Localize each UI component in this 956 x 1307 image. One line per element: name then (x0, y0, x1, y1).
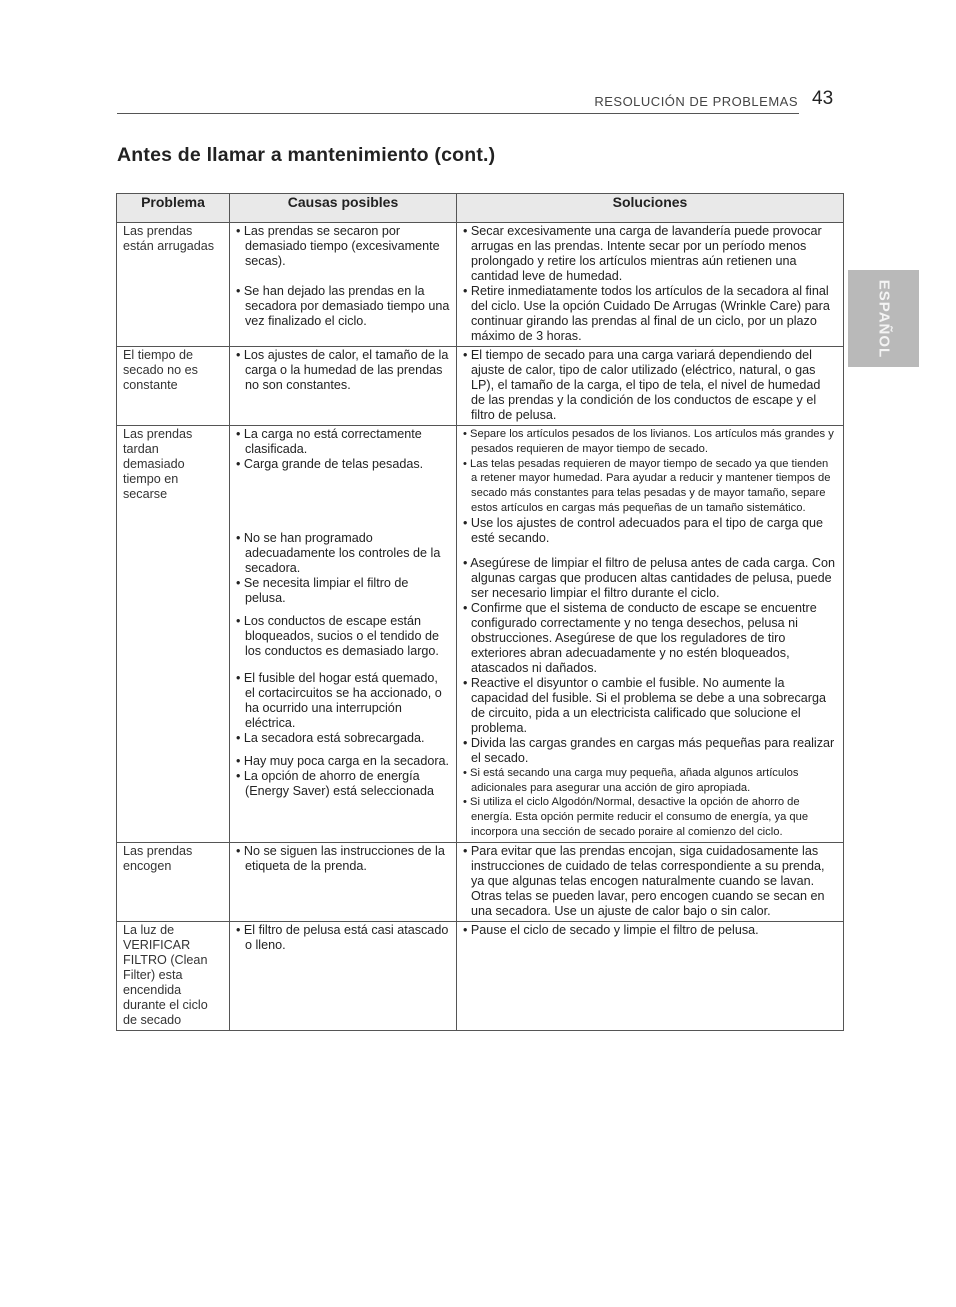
cause-item: • Se han dejado las prendas en la secadora por demasiado tiempo una vez finalizado el ciclo. (236, 284, 450, 328)
cause-item: • Las prendas se secaron por demasiado tiempo (excesivamente secas). (236, 224, 440, 268)
solutions-cell (457, 921, 844, 1030)
cause-item: • Carga grande de telas pesadas. (236, 457, 424, 471)
causes-cell (230, 347, 457, 426)
column-header-solutions: Soluciones (457, 194, 844, 223)
cause-item: • No se siguen las instrucciones de la etiqueta de la prenda. (236, 843, 445, 873)
cause-item: • El fusible del hogar está quemado, el cortacircuitos se ha accionado, o ha ocurrido una interrupción eléctrica. (236, 671, 442, 730)
causes-cell (230, 426, 457, 843)
solution-item: • Confirme que el sistema de conducto de escape se encuentre configurado correctamente y no tenga desechos, pelusa ni obstrucciones. Asegúrese de que los reguladores de tiro exteriores abran adecuadamente y no estén bloqueados, atascados ni dañados. (463, 600, 817, 675)
solution-item: • Si utiliza el ciclo Algodón/Normal, desactive la opción de ahorro de energía. Esta opción permite reducir el consumo de energía, ya que incorpora una sección de secado poraire al comienzo del ciclo. (463, 796, 809, 838)
problem-cell: La luz de VERIFICAR FILTRO (Clean Filter) esta encendida durante el ciclo de secado (117, 921, 230, 1030)
cause-item: • Se necesita limpiar el filtro de pelusa. (236, 576, 409, 605)
solution-item: • Divida las cargas grandes en cargas más pequeñas para realizar el secado. (463, 735, 835, 765)
solution-item: • Separe los artículos pesados de los livianos. Los artículos más grandes y pesados requieren de mayor tiempo de secado. (463, 428, 834, 455)
cause-item: • El filtro de pelusa está casi atascado o lleno. (236, 922, 449, 952)
cause-item: • La secadora está sobrecargada. (236, 731, 425, 745)
solutions-cell (457, 426, 844, 843)
solution-item: • Retire inmediatamente todos los artículos de la secadora al final del ciclo. Use la opción Cuidado De Arrugas (Wrinkle Care) para continuar girando las prendas al final de un ciclo, por un plazo máximo de 3 horas. (463, 284, 830, 343)
language-side-tab (848, 270, 919, 367)
solution-item: • El tiempo de secado para una carga variará dependiendo del ajuste de calor, tipo de calor utilizado (eléctrico, natural, o gas LP), el tamaño de la carga, el tipo de tela, el nivel de humedad de las prendas y la condición de los conductos de escape y el filtro de pelusa. (463, 348, 821, 422)
solution-item: • Las telas pesadas requieren de mayor tiempo de secado ya que tienden a retener mayor humedad. Para ayudar a reducir y mantener tiempos de secado más constantes para telas pesadas y de mayor tamaño, separe estos artículos en cargas más pequeñas de un tamaño sistemático. (463, 457, 831, 514)
column-header-problem: Problema (117, 194, 230, 223)
table-row (117, 842, 844, 921)
solution-item: • Para evitar que las prendas encojan, siga cuidadosamente las instrucciones de cuidado de telas correspondiente a su prenda, ya que algunas telas encogen naturalmente cuando se lavan. Otras telas se pueden lavar, pero encogen cuando se secan en una secadora. Use un ajuste de calor bajo o sin calor. (463, 843, 825, 918)
solutions-cell (457, 223, 844, 347)
page-title: Antes de llamar a mantenimiento (cont.) (117, 144, 496, 166)
solutions-cell (457, 842, 844, 921)
problem-cell: Las prendas tardan demasiado tiempo en secarse (117, 426, 230, 843)
solution-item: • Use los ajustes de control adecuados para el tipo de carga que esté secando. (463, 515, 824, 545)
cause-item: • Hay muy poca carga en la secadora. (236, 754, 450, 768)
problem-cell: Las prendas están arrugadas (117, 223, 230, 347)
table-row (117, 426, 844, 843)
solutions-cell (457, 347, 844, 426)
cause-item: • Los conductos de escape están bloqueados, sucios o el tendido de los conductos es demasiado largo. (236, 614, 439, 658)
cause-item: • La carga no está correctamente clasificada. (236, 427, 422, 456)
causes-cell (230, 223, 457, 347)
table-row (117, 921, 844, 1030)
solution-item: • Asegúrese de limpiar el filtro de pelusa antes de cada carga. Con algunas cargas que producen altas cantidades de pelusa, puede ser necesario limpiar el filtro durante el ciclo. (463, 555, 835, 600)
cause-item: • Los ajustes de calor, el tamaño de la carga o la humedad de las prendas no son constantes. (236, 348, 449, 392)
causes-cell (230, 842, 457, 921)
section-label: RESOLUCIÓN DE PROBLEMAS (594, 94, 798, 109)
column-header-causes: Causas posibles (230, 194, 457, 223)
problem-cell: Las prendas encogen (117, 842, 230, 921)
language-side-tab-label: ESPAÑOL (875, 279, 892, 358)
header-divider (117, 113, 799, 114)
cause-item: • No se han programado adecuadamente los controles de la secadora. (236, 531, 441, 575)
table-row (117, 347, 844, 426)
cause-item: • La opción de ahorro de energía (Energy Saver) está seleccionada (236, 769, 435, 798)
causes-cell (230, 921, 457, 1030)
problem-cell: El tiempo de secado no es constante (117, 347, 230, 426)
troubleshooting-table (116, 193, 844, 1031)
solution-item: • Pause el ciclo de secado y limpie el filtro de pelusa. (463, 922, 759, 937)
solution-item: • Secar excesivamente una carga de lavandería puede provocar arrugas en las prendas. Intente secar por un período menos prolongado y retire los artículos mientras aún retienen una cantidad leve de humedad. (463, 224, 822, 283)
table-row (117, 223, 844, 347)
solution-item: • Reactive el disyuntor o cambie el fusible. No aumente la capacidad del fusible. Si el problema se debe a una sobrecarga de circuito, pida a un electricista calificado que solucione el problema. (463, 675, 826, 735)
table-header-row (117, 194, 844, 223)
page-number: 43 (812, 88, 834, 109)
solution-item: • Si está secando una carga muy pequeña, añada algunos artículos adicionales para asegurar una acción de giro apropiada. (463, 766, 799, 794)
